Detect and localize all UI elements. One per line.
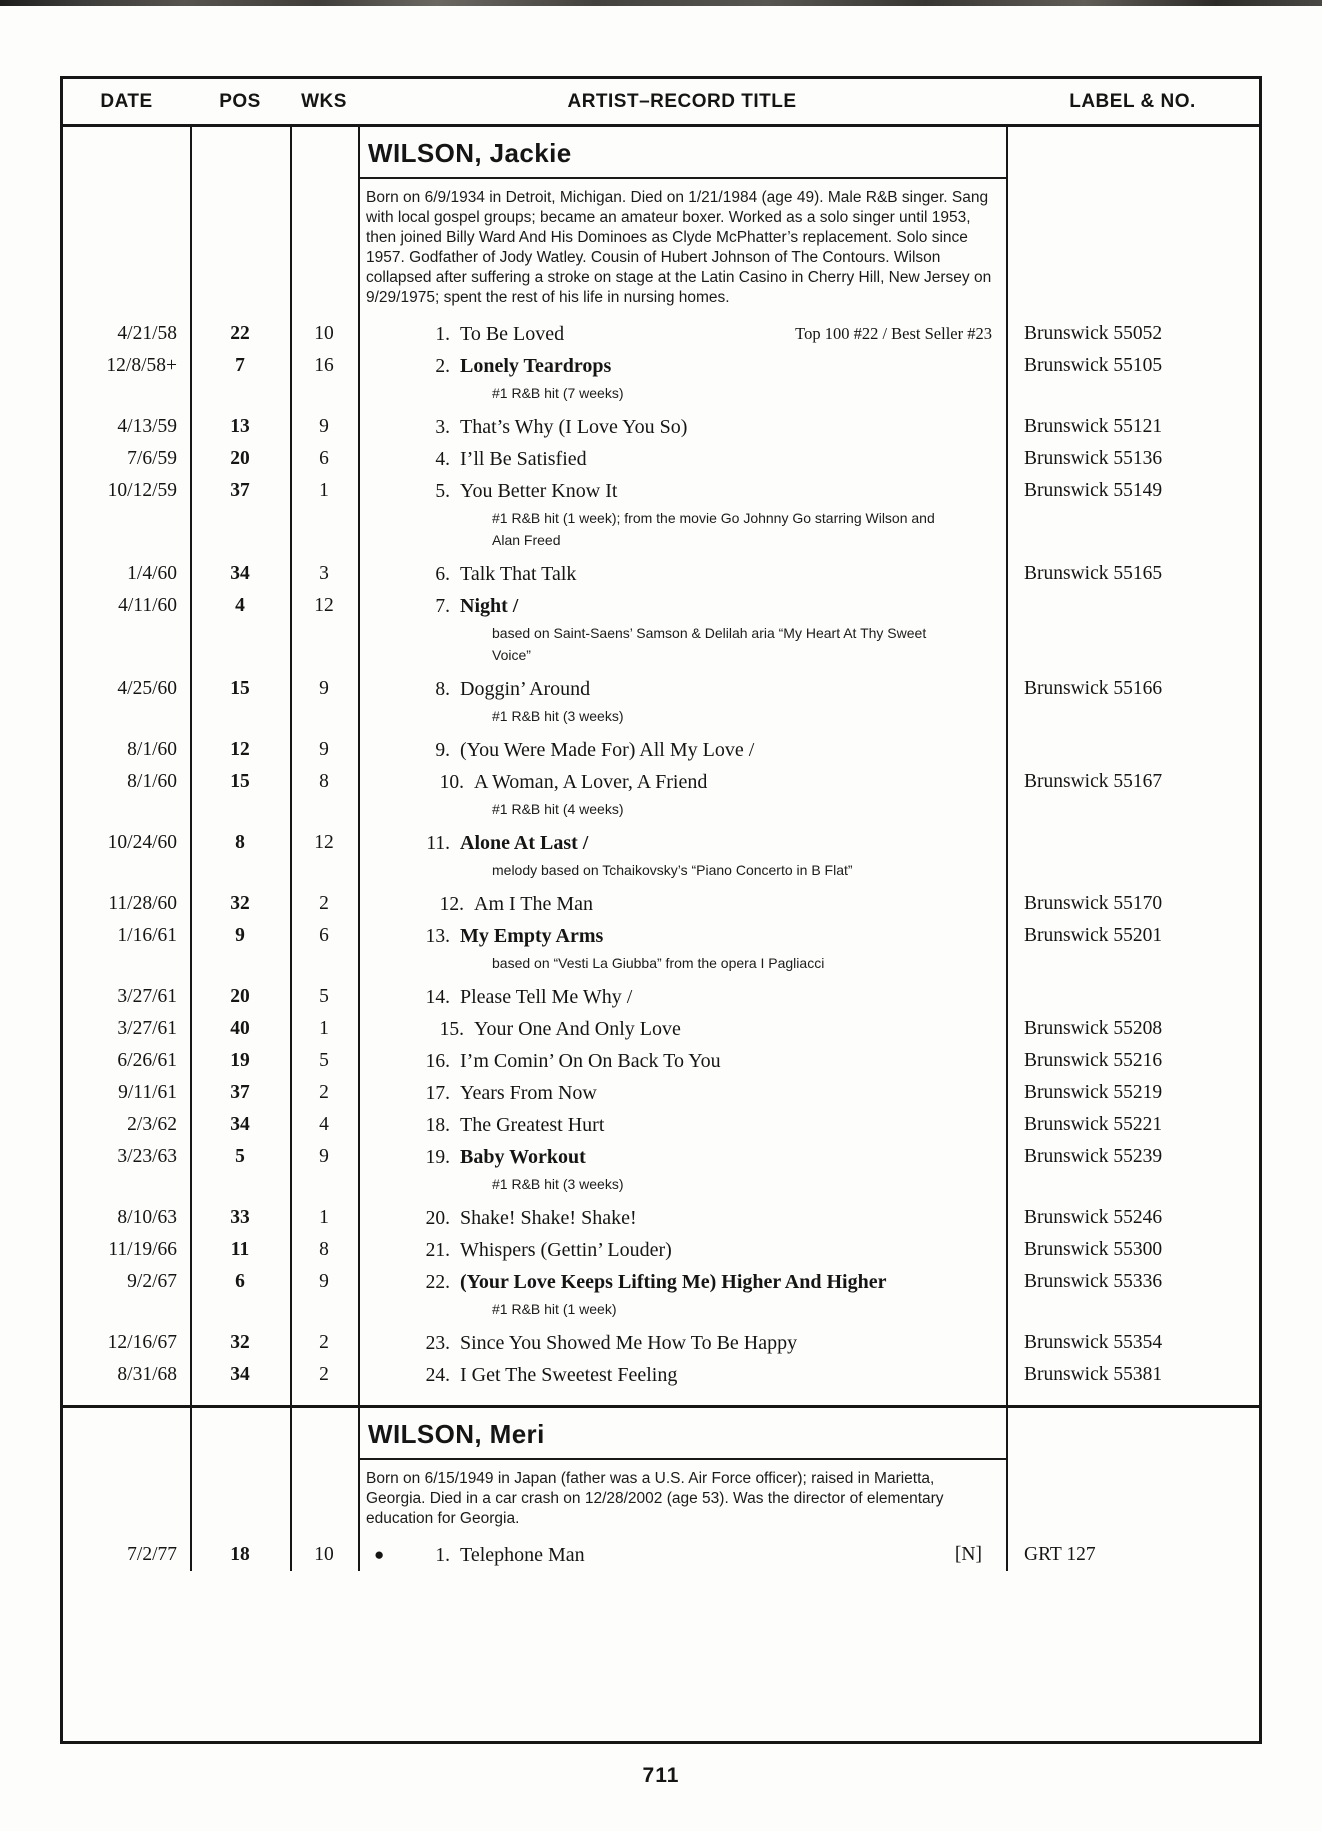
entry-number: 17. xyxy=(425,1083,450,1104)
entry-date: 2/3/62 xyxy=(127,1114,177,1135)
entry-number: 9. xyxy=(435,740,450,761)
entry-date: 1/4/60 xyxy=(127,563,177,584)
table-row xyxy=(63,981,1259,1013)
entry-peak-position: 4 xyxy=(235,595,245,616)
entry-label: Brunswick 55121 xyxy=(1024,416,1163,437)
header-wks: WKS xyxy=(301,90,347,112)
gold-record-icon: ● xyxy=(374,1545,385,1564)
entry-peak-position: 37 xyxy=(230,480,250,501)
entry-label: GRT 127 xyxy=(1024,1544,1096,1565)
table-row xyxy=(63,673,1259,705)
entry-title: Telephone Man xyxy=(460,1544,585,1566)
entry-title: Whispers (Gettin’ Louder) xyxy=(460,1239,672,1261)
header-artist-record-title: ARTIST–RECORD TITLE xyxy=(567,90,797,112)
entry-peak-position: 22 xyxy=(230,323,250,344)
entry-date: 8/10/63 xyxy=(117,1207,177,1228)
page-number: 711 xyxy=(642,1764,680,1787)
entry-title-cell xyxy=(358,411,1006,443)
entry-title: Since You Showed Me How To Be Happy xyxy=(460,1332,798,1354)
entry-weeks-charted: 12 xyxy=(314,595,334,616)
artist-section-title: WILSON, Meri xyxy=(360,1408,1006,1460)
table-row xyxy=(63,558,1259,590)
entry-note: based on “Vesti La Giubba” from the opera I Pagliacci xyxy=(492,955,825,971)
entry-weeks-charted: 6 xyxy=(319,448,329,469)
entry-date: 3/27/61 xyxy=(117,986,177,1007)
entry-title: (Your Love Keeps Lifting Me) Higher And Higher xyxy=(460,1271,887,1293)
artist-bio: Born on 6/15/1949 in Japan (father was a U.S. Air Force officer); raised in Marietta, Georgia. Died in a car crash on 12/28/2002 (age 53). Was the director of elementary education for Georgia. xyxy=(366,1470,944,1527)
entry-peak-position: 32 xyxy=(230,893,250,914)
entry-chart-note: Top 100 #22 / Best Seller #23 xyxy=(795,324,992,343)
entry-label: Brunswick 55216 xyxy=(1024,1050,1163,1071)
entry-title-cell xyxy=(358,318,1006,350)
entry-peak-position: 15 xyxy=(230,771,250,792)
entry-title-cell xyxy=(358,1266,1006,1298)
entry-number: 6. xyxy=(435,564,450,585)
entry-label: Brunswick 55336 xyxy=(1024,1271,1163,1292)
entry-peak-position: 37 xyxy=(230,1082,250,1103)
header-pos: POS xyxy=(219,90,261,112)
entry-label: Brunswick 55221 xyxy=(1024,1114,1163,1135)
entry-label: Brunswick 55246 xyxy=(1024,1207,1163,1228)
entry-title: To Be Loved xyxy=(460,323,565,345)
entry-number: 12. xyxy=(439,894,464,915)
table-row xyxy=(63,1109,1259,1141)
entry-weeks-charted: 9 xyxy=(319,1146,329,1167)
entry-number: 10. xyxy=(439,772,464,793)
entry-number: 15. xyxy=(439,1019,464,1040)
entry-date: 3/23/63 xyxy=(117,1146,177,1167)
entry-label: Brunswick 55166 xyxy=(1024,678,1163,699)
entry-peak-position: 13 xyxy=(230,416,250,437)
entry-number: 4. xyxy=(435,449,450,470)
entry-label: Brunswick 55201 xyxy=(1024,925,1163,946)
entry-peak-position: 12 xyxy=(230,739,250,760)
chart-table xyxy=(60,76,1262,1744)
table-header-row xyxy=(63,79,1259,127)
entry-label: Brunswick 55052 xyxy=(1024,323,1163,344)
entry-title-cell xyxy=(358,1077,1006,1109)
table-body xyxy=(63,127,1259,1571)
entry-title-cell xyxy=(358,1045,1006,1077)
entry-label xyxy=(1006,981,1259,1013)
entry-number: 20. xyxy=(425,1208,450,1229)
table-row xyxy=(63,1141,1259,1173)
entry-title: The Greatest Hurt xyxy=(460,1114,605,1136)
entry-label: Brunswick 55381 xyxy=(1024,1364,1163,1385)
entry-title-cell xyxy=(358,1359,1006,1391)
novelty-tag: [N] xyxy=(954,1544,982,1565)
entry-note: #1 R&B hit (7 weeks) xyxy=(492,385,624,401)
entry-title-cell xyxy=(358,1141,1006,1173)
entry-number: 2. xyxy=(435,356,450,377)
entry-weeks-charted: 5 xyxy=(319,1050,329,1071)
entry-peak-position: 33 xyxy=(230,1207,250,1228)
entry-title: Years From Now xyxy=(460,1082,597,1104)
entry-number: 23. xyxy=(425,1333,450,1354)
entry-weeks-charted: 9 xyxy=(319,416,329,437)
entry-title-cell xyxy=(358,1013,1006,1045)
entry-note: #1 R&B hit (1 week); from the movie Go Johnny Go starring Wilson and Alan Freed xyxy=(492,510,935,548)
entry-peak-position: 11 xyxy=(230,1239,250,1260)
entry-weeks-charted: 9 xyxy=(319,1271,329,1292)
entry-peak-position: 15 xyxy=(230,678,250,699)
entry-number: 22. xyxy=(425,1272,450,1293)
entry-note: #1 R&B hit (4 weeks) xyxy=(492,801,624,817)
table-row xyxy=(63,350,1259,382)
entry-date: 12/16/67 xyxy=(107,1332,177,1353)
entry-title: I’m Comin’ On On Back To You xyxy=(460,1050,721,1072)
entry-title-cell xyxy=(358,350,1006,382)
entry-label: Brunswick 55300 xyxy=(1024,1239,1163,1260)
entry-weeks-charted: 16 xyxy=(314,355,334,376)
entry-title-cell xyxy=(358,827,1006,859)
table-row xyxy=(63,827,1259,859)
entry-number: 11. xyxy=(426,833,450,854)
entry-title: Alone At Last / xyxy=(460,832,589,854)
entry-number: 19. xyxy=(425,1147,450,1168)
entry-weeks-charted: 3 xyxy=(319,563,329,584)
entry-number: 5. xyxy=(435,481,450,502)
entry-number: 24. xyxy=(425,1365,450,1386)
entry-number: 8. xyxy=(435,679,450,700)
entry-title-cell xyxy=(358,558,1006,590)
entry-label: Brunswick 55167 xyxy=(1024,771,1163,792)
entry-date: 6/26/61 xyxy=(117,1050,177,1071)
table-row xyxy=(63,1359,1259,1391)
entry-title-cell xyxy=(358,1539,1006,1571)
entry-weeks-charted: 10 xyxy=(314,1544,334,1565)
entry-title-cell xyxy=(358,1109,1006,1141)
entry-date: 7/2/77 xyxy=(127,1544,177,1565)
entry-date: 7/6/59 xyxy=(127,448,177,469)
artist-section-title: WILSON, Jackie xyxy=(360,127,1006,179)
entry-date: 11/19/66 xyxy=(108,1239,177,1260)
entry-note: #1 R&B hit (1 week) xyxy=(492,1301,617,1317)
entry-label xyxy=(1006,827,1259,859)
entry-title-cell xyxy=(358,1202,1006,1234)
entry-label: Brunswick 55354 xyxy=(1024,1332,1163,1353)
entry-title-cell xyxy=(358,920,1006,952)
table-row xyxy=(63,590,1259,622)
entry-label: Brunswick 55136 xyxy=(1024,448,1163,469)
entry-title: My Empty Arms xyxy=(460,925,604,947)
entry-date: 1/16/61 xyxy=(117,925,177,946)
entry-label: Brunswick 55105 xyxy=(1024,355,1163,376)
entry-date: 10/24/60 xyxy=(107,832,177,853)
entry-note: based on Saint-Saens’ Samson & Delilah aria “My Heart At Thy Sweet Voice” xyxy=(492,625,927,663)
entry-weeks-charted: 1 xyxy=(319,1018,329,1039)
entry-note: melody based on Tchaikovsky’s “Piano Concerto in B Flat” xyxy=(492,862,853,878)
entry-date: 4/13/59 xyxy=(117,416,177,437)
entry-title: I Get The Sweetest Feeling xyxy=(460,1364,678,1386)
entry-title: You Better Know It xyxy=(460,480,618,502)
entry-title-cell xyxy=(358,888,1006,920)
entry-number: 3. xyxy=(435,417,450,438)
entry-title: Doggin’ Around xyxy=(460,678,591,700)
entry-number: 18. xyxy=(425,1115,450,1136)
entry-label: Brunswick 55170 xyxy=(1024,893,1163,914)
entry-weeks-charted: 1 xyxy=(319,1207,329,1228)
table-row xyxy=(63,888,1259,920)
entry-peak-position: 40 xyxy=(230,1018,250,1039)
entry-peak-position: 7 xyxy=(235,355,245,376)
table-row xyxy=(63,443,1259,475)
table-row xyxy=(63,1539,1259,1571)
entry-title: Baby Workout xyxy=(460,1146,586,1168)
entry-label: Brunswick 55149 xyxy=(1024,480,1163,501)
entry-title-cell xyxy=(358,590,1006,622)
table-row xyxy=(63,1202,1259,1234)
entry-peak-position: 34 xyxy=(230,1364,250,1385)
entry-weeks-charted: 2 xyxy=(319,1332,329,1353)
entry-title-cell xyxy=(358,475,1006,507)
header-date: DATE xyxy=(100,90,153,112)
entry-peak-position: 32 xyxy=(230,1332,250,1353)
table-row xyxy=(63,1266,1259,1298)
entry-peak-position: 34 xyxy=(230,563,250,584)
entry-label: Brunswick 55239 xyxy=(1024,1146,1163,1167)
entry-date: 12/8/58+ xyxy=(106,355,177,376)
entry-weeks-charted: 2 xyxy=(319,893,329,914)
entry-title: Lonely Teardrops xyxy=(460,355,612,377)
scan-artifact-strip xyxy=(0,0,1322,6)
table-row xyxy=(63,1234,1259,1266)
entry-label xyxy=(1006,590,1259,622)
entry-weeks-charted: 9 xyxy=(319,739,329,760)
entry-title: Shake! Shake! Shake! xyxy=(460,1207,637,1229)
entry-label: Brunswick 55208 xyxy=(1024,1018,1163,1039)
entry-peak-position: 6 xyxy=(235,1271,245,1292)
entry-title-cell xyxy=(358,766,1006,798)
table-row xyxy=(63,411,1259,443)
entry-weeks-charted: 8 xyxy=(319,1239,329,1260)
entry-weeks-charted: 2 xyxy=(319,1082,329,1103)
entry-label: Brunswick 55165 xyxy=(1024,563,1163,584)
entry-date: 11/28/60 xyxy=(108,893,177,914)
entry-date: 8/1/60 xyxy=(127,771,177,792)
entry-date: 4/21/58 xyxy=(117,323,177,344)
entry-title: A Woman, A Lover, A Friend xyxy=(474,771,708,793)
entry-number: 13. xyxy=(425,926,450,947)
entry-title-cell xyxy=(358,673,1006,705)
entry-date: 9/2/67 xyxy=(127,1271,177,1292)
entry-peak-position: 20 xyxy=(230,986,250,1007)
entry-title: I’ll Be Satisfied xyxy=(460,448,587,470)
entry-title-cell xyxy=(358,443,1006,475)
table-row xyxy=(63,318,1259,350)
entry-weeks-charted: 4 xyxy=(319,1114,329,1135)
entry-date: 8/1/60 xyxy=(127,739,177,760)
entry-title: That’s Why (I Love You So) xyxy=(460,416,688,438)
entry-title-cell xyxy=(358,734,1006,766)
entry-note: #1 R&B hit (3 weeks) xyxy=(492,1176,624,1192)
table-row xyxy=(63,1013,1259,1045)
entry-peak-position: 9 xyxy=(235,925,245,946)
table-row xyxy=(63,1045,1259,1077)
entry-number: 1. xyxy=(435,1545,450,1566)
entry-note: #1 R&B hit (3 weeks) xyxy=(492,708,624,724)
table-row xyxy=(63,766,1259,798)
table-row xyxy=(63,920,1259,952)
entry-weeks-charted: 2 xyxy=(319,1364,329,1385)
entry-weeks-charted: 6 xyxy=(319,925,329,946)
entry-weeks-charted: 9 xyxy=(319,678,329,699)
entry-title-cell xyxy=(358,1234,1006,1266)
entry-title: (You Were Made For) All My Love / xyxy=(460,739,755,761)
entry-label xyxy=(1006,734,1259,766)
table-row xyxy=(63,1077,1259,1109)
entry-weeks-charted: 1 xyxy=(319,480,329,501)
entry-weeks-charted: 8 xyxy=(319,771,329,792)
entry-number: 1. xyxy=(435,324,450,345)
entry-title: Your One And Only Love xyxy=(474,1018,681,1040)
table-row xyxy=(63,475,1259,507)
entry-peak-position: 19 xyxy=(230,1050,250,1071)
entry-number: 7. xyxy=(435,596,450,617)
entry-label: Brunswick 55219 xyxy=(1024,1082,1163,1103)
entry-date: 8/31/68 xyxy=(117,1364,177,1385)
entry-number: 14. xyxy=(425,987,450,1008)
artist-bio: Born on 6/9/1934 in Detroit, Michigan. Died on 1/21/1984 (age 49). Male R&B singer. Sang with local gospel groups; became an amateur boxer. Worked as a solo singer until 1953, then joined Billy Ward And His Dominoes as Clyde McPhatter’s replacement. Solo since 1957. Godfather of Jody Watley. Cousin of Hubert Johnson of The Contours. Wilson collapsed after suffering a stroke on stage at the Latin Casino in Cherry Hill, New Jersey on 9/29/1975; spent the rest of his life in nursing homes. xyxy=(366,189,992,306)
entry-peak-position: 20 xyxy=(230,448,250,469)
entry-title-cell xyxy=(358,1327,1006,1359)
entry-weeks-charted: 10 xyxy=(314,323,334,344)
entry-number: 16. xyxy=(425,1051,450,1072)
entry-title: Am I The Man xyxy=(474,893,594,915)
entry-peak-position: 5 xyxy=(235,1146,245,1167)
entry-date: 3/27/61 xyxy=(117,1018,177,1039)
table-row xyxy=(63,734,1259,766)
entry-date: 4/25/60 xyxy=(117,678,177,699)
entry-weeks-charted: 12 xyxy=(314,832,334,853)
entry-peak-position: 8 xyxy=(235,832,245,853)
entry-date: 9/11/61 xyxy=(118,1082,177,1103)
entry-peak-position: 34 xyxy=(230,1114,250,1135)
entry-date: 10/12/59 xyxy=(107,480,177,501)
entry-date: 4/11/60 xyxy=(118,595,177,616)
entry-number: 21. xyxy=(425,1240,450,1261)
entry-weeks-charted: 5 xyxy=(319,986,329,1007)
table-row xyxy=(63,1327,1259,1359)
entry-title: Please Tell Me Why / xyxy=(460,986,633,1008)
entry-title-cell xyxy=(358,981,1006,1013)
entry-title: Talk That Talk xyxy=(460,563,577,585)
entry-title: Night / xyxy=(460,595,519,617)
entry-peak-position: 18 xyxy=(230,1544,250,1565)
header-label-no: LABEL & NO. xyxy=(1069,90,1196,112)
